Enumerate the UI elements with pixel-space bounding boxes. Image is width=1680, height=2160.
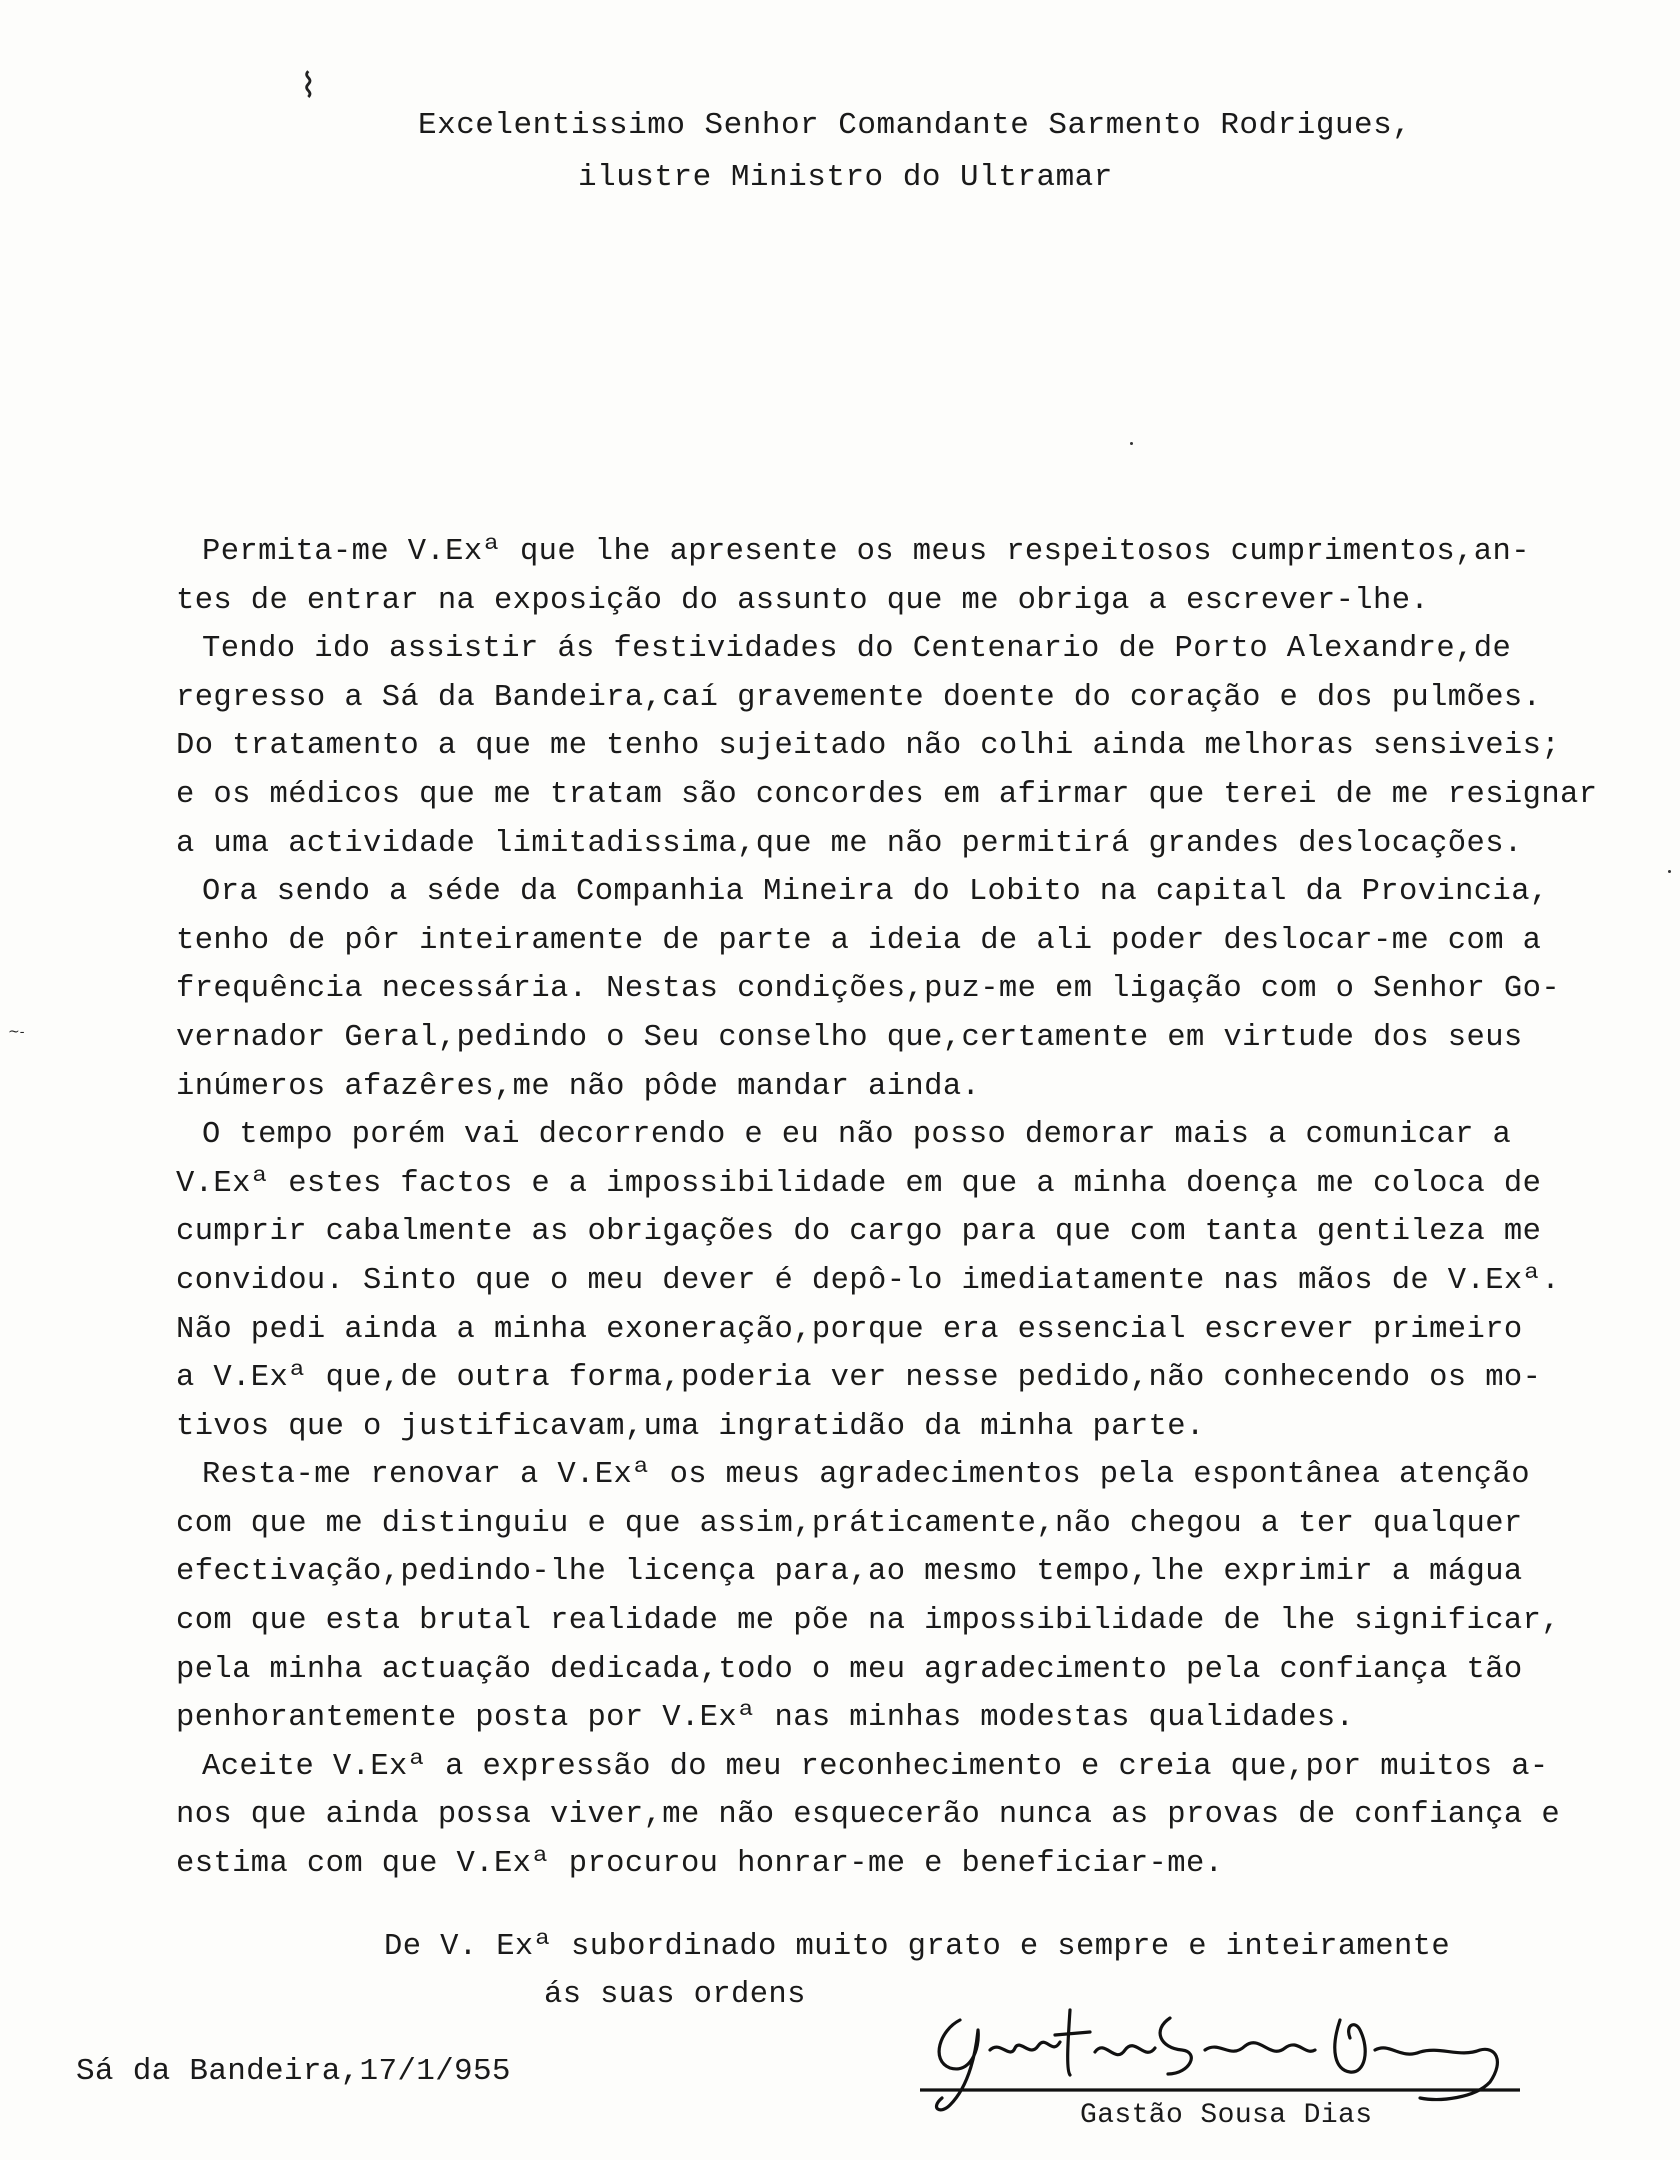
- text-line: O tempo porém vai decorrendo e eu não posso demorar mais a comunicar a: [202, 1118, 1512, 1153]
- text-line: penhorantemente posta por V.Exª nas minhas modestas qualidades.: [176, 1701, 1355, 1736]
- margin-mark: ~‐: [8, 1024, 25, 1040]
- text-line: e os médicos que me tratam são concordes em afirmar que terei de me resignar: [176, 777, 1598, 812]
- text-line: com que esta brutal realidade me põe na impossibilidade de lhe significar,: [176, 1604, 1561, 1639]
- text-line: tes de entrar na exposição do assunto que me obriga a escrever-lhe.: [176, 583, 1430, 618]
- pen-mark: ⌇: [300, 66, 317, 106]
- closing-line-2: ás suas ordens: [544, 1978, 806, 2012]
- place-date: Sá da Bandeira,17/1/955: [76, 2054, 511, 2089]
- text-line: a V.Exª que,de outra forma,poderia ver nesse pedido,não conhecendo os mo-: [176, 1361, 1542, 1396]
- text-line: Resta-me renovar a V.Exª os meus agradecimentos pela espontânea atenção: [202, 1458, 1530, 1493]
- text-line: pela minha actuação dedicada,todo o meu agradecimento pela confiança tão: [176, 1652, 1523, 1687]
- text-line: a uma actividade limitadissima,que me não permitirá grandes deslocações.: [176, 826, 1523, 861]
- text-line: inúmeros afazêres,me não pôde mandar ainda.: [176, 1069, 981, 1104]
- text-line: vernador Geral,pedindo o Seu conselho que,certamente em virtude dos seus: [176, 1020, 1523, 1055]
- text-line: Do tratamento a que me tenho sujeitado não colhi ainda melhoras sensiveis;: [176, 729, 1561, 764]
- paragraph-4: [176, 1111, 1636, 1451]
- ink-speck: [1668, 870, 1671, 873]
- text-line: estima com que V.Exª procurou honrar-me e beneficiar-me.: [176, 1847, 1224, 1882]
- text-line: Não pedi ainda a minha exoneração,porque era essencial escrever primeiro: [176, 1312, 1523, 1347]
- text-line: convidou. Sinto que o meu dever é depô-lo imediatamente nas mãos de V.Exª.: [176, 1263, 1561, 1298]
- text-line: nos que ainda possa viver,me não esquecerão nunca as provas de confiança e: [176, 1798, 1561, 1833]
- paragraph-3: [176, 868, 1636, 1111]
- paragraph-6: [176, 1743, 1636, 1889]
- ink-speck: [1130, 442, 1133, 445]
- text-line: Tendo ido assistir ás festividades do Centenario de Porto Alexandre,de: [202, 632, 1512, 667]
- text-line: tivos que o justificavam,uma ingratidão da minha parte.: [176, 1409, 1205, 1444]
- signature-block: [920, 1990, 1520, 2140]
- paragraph-2: [176, 625, 1636, 868]
- text-line: cumprir cabalmente as obrigações do cargo para que com tanta gentileza me: [176, 1215, 1542, 1250]
- paragraph-5: [176, 1451, 1636, 1743]
- text-line: Aceite V.Exª a expressão do meu reconhecimento e creia que,por muitos a-: [202, 1749, 1549, 1784]
- text-line: Permita-me V.Exª que lhe apresente os meus respeitosos cumprimentos,an-: [202, 535, 1530, 569]
- text-line: efectivação,pedindo-lhe licença para,ao mesmo tempo,lhe exprimir a mágua: [176, 1555, 1523, 1590]
- signer-name: Gastão Sousa Dias: [1080, 2100, 1373, 2131]
- text-line: com que me distinguiu e que assim,práticamente,não chegou a ter qualquer: [176, 1506, 1523, 1541]
- text-line: V.Exª estes factos e a impossibilidade em que a minha doença me coloca de: [176, 1166, 1542, 1201]
- address-line-1: Excelentissimo Senhor Comandante Sarmento Rodrigues,: [418, 108, 1412, 143]
- text-line: Ora sendo a séde da Companhia Mineira do Lobito na capital da Provincia,: [202, 875, 1549, 910]
- closing-line-1: De V. Exª subordinado muito grato e sempre e inteiramente: [384, 1930, 1451, 1964]
- paragraph-1: [176, 528, 1636, 625]
- text-line: tenho de pôr inteiramente de parte a ideia de ali poder deslocar-me com a: [176, 923, 1542, 958]
- text-line: frequência necessária. Nestas condições,puz-me em ligação com o Senhor Go-: [176, 972, 1561, 1007]
- text-line: regresso a Sá da Bandeira,caí gravemente doente do coração e dos pulmões.: [176, 680, 1542, 715]
- address-line-2: ilustre Ministro do Ultramar: [578, 160, 1113, 195]
- letter-body: [176, 528, 1636, 1889]
